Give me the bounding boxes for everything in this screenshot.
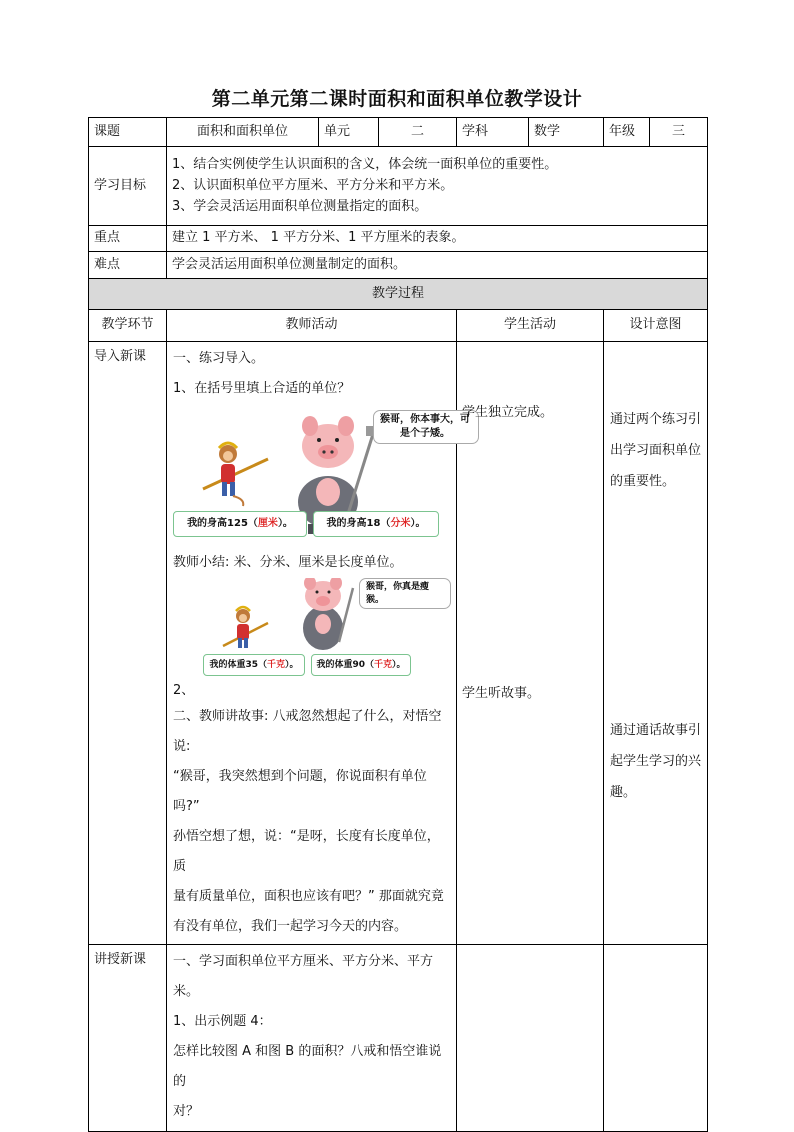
illustration-height <box>173 404 473 544</box>
unit-label: 单元 <box>319 118 379 147</box>
teacher-summary: 教师小结: 米、分米、厘米是长度单位。 <box>173 555 403 570</box>
story-line: 有没有单位，我们一起学习今天的内容。 <box>173 919 408 934</box>
story-line: 孙悟空想了想，说：“是呀，长度有长度单位，质 <box>173 829 440 874</box>
lecture-teacher-activity <box>167 945 457 1132</box>
info-row <box>89 118 708 147</box>
lecture-line: 怎样比较图 A 和图 B 的面积？八戒和悟空谁说的 <box>173 1044 442 1089</box>
key-point-row <box>89 226 708 252</box>
intro-stage: 导入新课 <box>89 342 167 945</box>
difficulty-label: 难点 <box>89 252 167 279</box>
design-purpose-2: 通过通话故事引 起学生学习的兴 趣。 <box>610 723 702 800</box>
subject-value: 数学 <box>529 118 604 147</box>
lecture-line: 一、学习面积单位平方厘米、平方分米、平方米。 <box>173 954 434 999</box>
goal-item: 2、认识面积单位平方厘米、平方分米和平方米。 <box>172 177 454 193</box>
key-point-label: 重点 <box>89 226 167 252</box>
grade-value: 三 <box>650 118 708 147</box>
difficulty-value: 学会灵活运用面积单位测量制定的面积。 <box>167 252 708 279</box>
height-label-pig: 我的身高18（分米）。 <box>313 511 439 537</box>
goals-label: 学习目标 <box>89 147 167 226</box>
weight-label-monkey: 我的体重35（千克）。 <box>203 654 305 676</box>
intro-line: 1、在括号里填上合适的单位？ <box>173 381 351 396</box>
subject-label: 学科 <box>457 118 529 147</box>
process-header: 教学过程 <box>89 279 708 310</box>
lecture-row <box>89 945 708 1132</box>
key-point-value: 建立 1 平方米、 1 平方分米、1 平方厘米的表象。 <box>167 226 708 252</box>
speech-bubble: 猴哥，你本事大，可 是个子矮。 <box>373 410 479 444</box>
monkey-figure <box>223 607 268 648</box>
story-line: 量有质量单位，面积也应该有吧？” 那面就究竟 <box>173 889 444 904</box>
topic-label: 课题 <box>89 118 167 147</box>
difficulty-row <box>89 252 708 279</box>
pig-figure <box>303 578 353 650</box>
student-activity-2: 学生听故事。 <box>462 686 541 701</box>
weight-label-pig: 我的体重90（千克）。 <box>311 654 411 676</box>
col-header-purpose: 设计意图 <box>604 310 708 342</box>
design-purpose-1: 通过两个练习引 出学习面积单位 的重要性。 <box>610 412 702 489</box>
page-title: 第二单元第二课时面积和面积单位教学设计 <box>211 88 583 110</box>
lecture-design-purpose <box>604 945 708 1132</box>
illustration-weight <box>173 578 473 686</box>
unit-value: 二 <box>379 118 457 147</box>
goal-item: 1、结合实例使学生认识面积的含义，体会统一面积单位的重要性。 <box>172 156 558 172</box>
intro-line: 一、练习导入。 <box>173 351 265 366</box>
intro-student-activity <box>457 342 604 945</box>
goals-list <box>167 147 708 226</box>
intro-design-purpose <box>604 342 708 945</box>
process-header-row <box>89 279 708 310</box>
col-header-stage: 教学环节 <box>89 310 167 342</box>
lesson-plan-table <box>88 117 708 1132</box>
lecture-student-activity <box>457 945 604 1132</box>
speech-bubble: 猴哥，你真是瘦猴。 <box>359 578 451 609</box>
lecture-stage: 讲授新课 <box>89 945 167 1132</box>
intro-teacher-activity <box>167 342 470 945</box>
intro-row <box>89 342 708 945</box>
intro-item-2: 2、 <box>173 683 195 698</box>
goals-row <box>89 147 708 226</box>
height-label-monkey: 我的身高125（厘米）。 <box>173 511 307 537</box>
grade-label: 年级 <box>604 118 650 147</box>
story-line: “猴哥，我突然想到个问题，你说面积有单位吗?” <box>173 769 427 814</box>
col-header-teacher: 教师活动 <box>167 310 457 342</box>
column-header-row <box>89 310 708 342</box>
topic-value: 面积和面积单位 <box>167 118 319 147</box>
story-line: 二、教师讲故事: 八戒忽然想起了什么，对悟空说: <box>173 709 442 754</box>
student-activity-1: 学生独立完成。 <box>462 405 554 420</box>
goal-item: 3、学会灵活运用面积单位测量指定的面积。 <box>172 199 428 215</box>
monkey-figure <box>203 443 268 506</box>
lecture-line: 对？ <box>173 1104 200 1119</box>
lecture-line: 1、出示例题 4： <box>173 1014 272 1029</box>
col-header-student: 学生活动 <box>457 310 604 342</box>
